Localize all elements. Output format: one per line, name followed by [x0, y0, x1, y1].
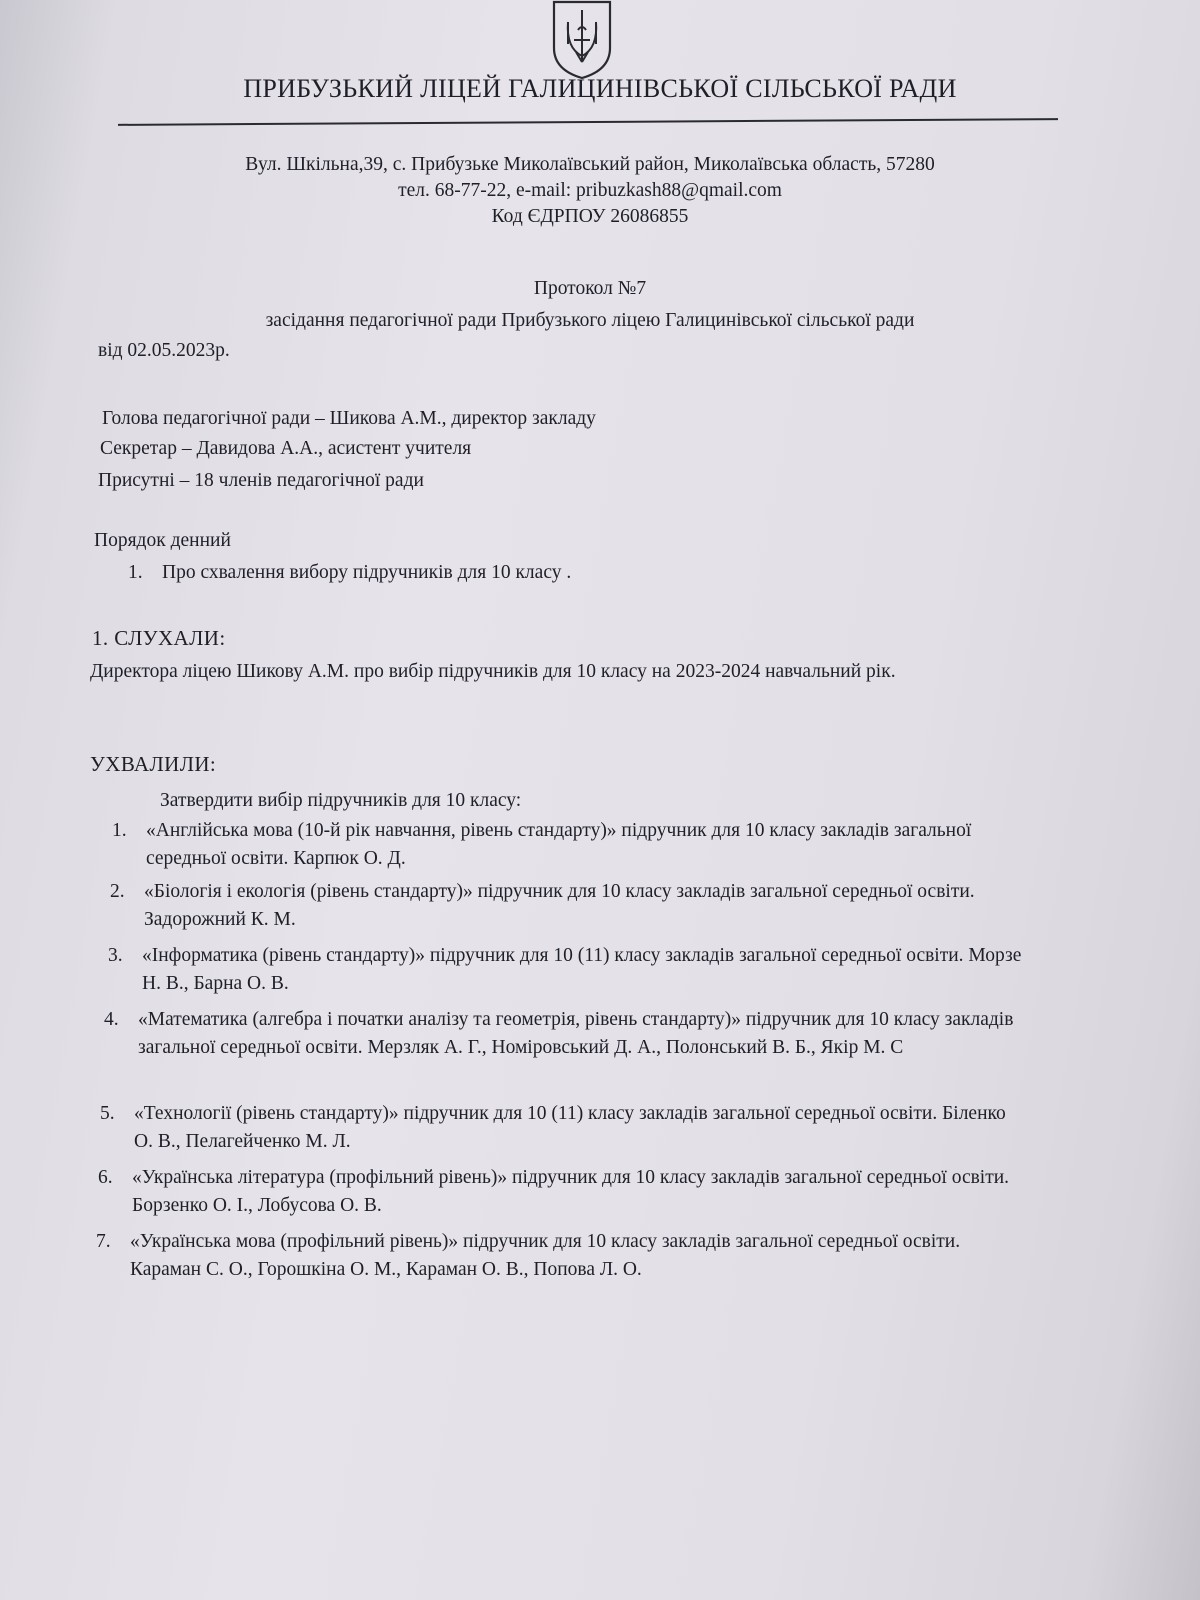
- agenda-item-number: 1.: [128, 562, 143, 583]
- agenda-item: [128, 562, 571, 584]
- list-item: [100, 1100, 1014, 1156]
- resolved-intro: Затвердити вибір підручників для 10 класу:: [160, 790, 522, 811]
- list-item-number: 3.: [108, 945, 123, 966]
- secretary-line: Секретар – Давидова А.А., асистент учителя: [100, 438, 472, 459]
- list-item: [112, 817, 1026, 873]
- list-item: [108, 942, 1022, 998]
- heard-heading: 1. СЛУХАЛИ:: [92, 626, 226, 650]
- list-item-text: «Технології (рівень стандарту)» підручник для 10 (11) класу закладів загальної середньої освіти. Біленко О. В., Пелагейченко М. Л.: [134, 1103, 1006, 1152]
- list-item: [110, 878, 1024, 934]
- list-item-text: «Інформатика (рівень стандарту)» підручник для 10 (11) класу закладів загальної середньої освіти. Морзе Н. В., Барна О. В.: [142, 945, 1022, 994]
- protocol-date: від 02.05.2023р.: [98, 340, 230, 361]
- list-item-text: «Українська мова (профільний рівень)» підручник для 10 класу закладів загальної середньої освіти. Караман С. О., Горошкіна О. М., Караман О. В., Попова Л. О.: [130, 1231, 961, 1280]
- address-line: Вул. Шкільна,39, с. Прибузьке Миколаївський район, Миколаївська область, 57280: [245, 154, 935, 175]
- list-item-text: «Англійська мова (10-й рік навчання, рівень стандарту)» підручник для 10 класу закладів загальної середньої освіти. Карпюк О. Д.: [146, 820, 972, 869]
- chair-line: Голова педагогічної ради – Шикова А.М., директор закладу: [102, 408, 596, 429]
- list-item-number: 7.: [96, 1231, 111, 1252]
- protocol-subtitle: засідання педагогічної ради Прибузького ліцею Галицинівської сільської ради: [265, 310, 915, 331]
- protocol-title: Протокол №7: [533, 278, 647, 299]
- edrpou-line: Код ЄДРПОУ 26086855: [491, 206, 689, 227]
- school-name: ПРИБУЗЬКИЙ ЛІЦЕЙ ГАЛИЦИНІВСЬКОЇ СІЛЬСЬКОЇ РАДИ: [243, 74, 957, 103]
- coat-of-arms-icon: [548, 0, 616, 80]
- list-item-number: 2.: [110, 881, 125, 902]
- list-item-text: «Українська література (профільний рівень)» підручник для 10 класу закладів загальної середньої освіти. Борзенко О. І., Лобусова О. В.: [132, 1167, 1010, 1216]
- agenda-item-text: Про схвалення вибору підручників для 10 класу .: [162, 562, 572, 583]
- list-item: [104, 1006, 1018, 1062]
- resolved-heading: УХВАЛИЛИ:: [90, 752, 217, 776]
- phone-email-line: тел. 68-77-22, e-mail: pribuzkash88@qmail.com: [398, 180, 782, 201]
- list-item-number: 1.: [112, 820, 127, 841]
- heard-text: Директора ліцею Шикову А.М. про вибір підручників для 10 класу на 2023-2024 навчальний рік.: [90, 661, 896, 682]
- list-item-number: 6.: [98, 1167, 113, 1188]
- list-item-text: «Математика (алгебра і початки аналізу та геометрія, рівень стандарту)» підручник для 10 класу закладів загальної середньої освіти. Мерзляк А. Г., Номіровський Д. А., Полонський В. Б., Якір М. С: [138, 1009, 1014, 1058]
- list-item-number: 4.: [104, 1009, 119, 1030]
- list-item-text: «Біологія і екологія (рівень стандарту)» підручник для 10 класу закладів загальної середньої освіти. Задорожний К. М.: [144, 881, 975, 930]
- contact-block: [130, 152, 1050, 230]
- list-item: [98, 1164, 1012, 1220]
- agenda-heading: Порядок денний: [94, 530, 231, 551]
- list-item: [96, 1228, 1010, 1284]
- header-divider: [118, 118, 1058, 126]
- list-item-number: 5.: [100, 1103, 115, 1124]
- present-line: Присутні – 18 членів педагогічної ради: [98, 470, 424, 491]
